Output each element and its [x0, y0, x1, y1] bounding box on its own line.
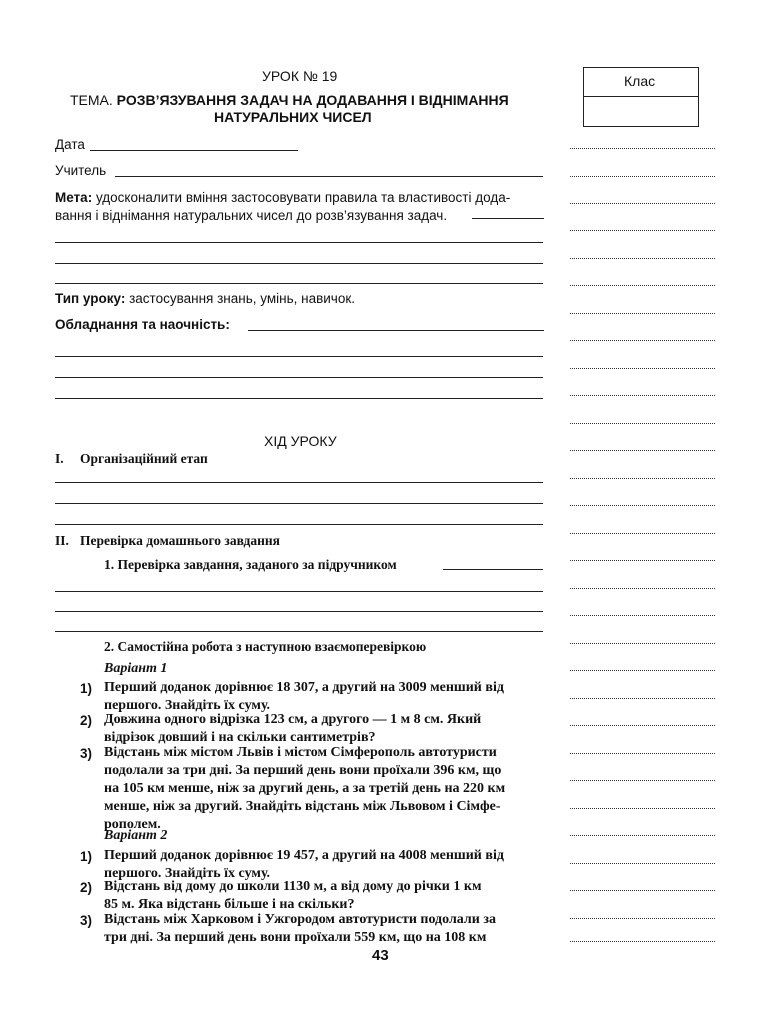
v2-task1-line1: Перший доданок дорівнює 19 457, а другий на 4008 менший від: [104, 848, 504, 863]
v2-task2-number: 2): [80, 880, 93, 895]
margin-note-line[interactable]: [570, 753, 715, 754]
margin-note-line[interactable]: [570, 478, 715, 479]
margin-note-line[interactable]: [570, 560, 715, 561]
margin-note-line[interactable]: [570, 588, 715, 589]
margin-note-line[interactable]: [570, 340, 715, 341]
v2-task1-number: 1): [80, 849, 93, 864]
goal-field-line[interactable]: [472, 218, 544, 219]
stage1-line-1[interactable]: [55, 482, 543, 483]
v1-task3-line4: менше, ніж за другий. Знайдіть відстань між Львовом і Сімфе-: [104, 799, 501, 814]
margin-note-line[interactable]: [570, 670, 715, 671]
margin-note-line[interactable]: [570, 423, 715, 424]
lesson-theme: [70, 92, 540, 109]
theme-title-line1: РОЗВ’ЯЗУВАННЯ ЗАДАЧ НА ДОДАВАННЯ І ВІДНІМАННЯ: [116, 92, 509, 108]
subtask2-title: 2. Самостійна робота з наступною взаємоперевіркою: [104, 639, 427, 654]
goal-extra-line-1[interactable]: [55, 242, 543, 243]
goal-extra-line-2[interactable]: [55, 263, 543, 264]
margin-note-line[interactable]: [570, 808, 715, 809]
theme-label: ТЕМА.: [70, 92, 113, 108]
v2-task2-line2: 85 м. Яка відстань більше і на скільки?: [104, 897, 355, 912]
v2-task3-line1: Відстань між Харковом і Ужгородом автотуристи подолали за: [104, 912, 496, 927]
v2-task1-line2: першого. Знайдіть їх суму.: [104, 866, 271, 881]
teacher-label: Учитель: [55, 163, 107, 178]
stage1-title: Організаційний етап: [80, 451, 208, 466]
margin-note-line[interactable]: [570, 941, 715, 942]
v1-task2: [104, 711, 554, 747]
v2-task2: [104, 878, 554, 914]
margin-note-line[interactable]: [570, 148, 715, 149]
lesson-number: УРОК № 19: [262, 68, 338, 84]
margin-note-line[interactable]: [570, 533, 715, 534]
class-box: [583, 67, 699, 127]
variant2-title: Варіант 2: [104, 828, 168, 843]
stage2-number: II.: [55, 533, 69, 548]
type-label: Тип уроку:: [55, 291, 126, 306]
v1-task2-line2: відрізок довший і на скільки сантиметрів?: [104, 730, 376, 745]
goal-line1: [55, 189, 545, 207]
goal-text-line2: вання і віднімання натуральних чисел до розв’язування задач.: [55, 208, 448, 223]
class-label: Клас: [624, 73, 656, 89]
margin-note-line[interactable]: [570, 615, 715, 616]
subtask1-title: 1. Перевірка завдання, заданого за підручником: [104, 557, 397, 572]
v1-task3-line5: рополем.: [104, 817, 161, 832]
margin-note-line[interactable]: [570, 450, 715, 451]
type-text: застосування знань, умінь, навичок.: [129, 291, 355, 306]
margin-note-line[interactable]: [570, 863, 715, 864]
margin-note-line[interactable]: [570, 643, 715, 644]
goal-text: [55, 189, 545, 225]
margin-note-line[interactable]: [570, 368, 715, 369]
margin-note-line[interactable]: [570, 176, 715, 177]
margin-note-line[interactable]: [570, 203, 715, 204]
subtask1-line-1[interactable]: [55, 591, 543, 592]
goal-extra-line-3[interactable]: [55, 283, 543, 284]
margin-note-line[interactable]: [570, 395, 715, 396]
lesson-type: [55, 291, 355, 306]
subtask1-field-line[interactable]: [443, 569, 543, 570]
page-number: 43: [372, 947, 389, 964]
v2-task3-number: 3): [80, 913, 93, 928]
v1-task3-line2: подолали за три дні. За перший день вони проїхали 396 км, що: [104, 763, 502, 778]
margin-note-line[interactable]: [570, 780, 715, 781]
equipment-extra-line-2[interactable]: [55, 377, 543, 378]
v1-task3-line3: на 105 км менше, ніж за другий день, а за третій день на 220 км: [104, 781, 506, 796]
v1-task1: [104, 679, 554, 715]
class-box-divider: [584, 96, 698, 97]
v2-task2-line1: Відстань від дому до школи 1130 м, а від дому до річки 1 км: [104, 879, 482, 894]
margin-note-line[interactable]: [570, 258, 715, 259]
v1-task1-line2: першого. Знайдіть їх суму.: [104, 698, 271, 713]
margin-note-line[interactable]: [570, 890, 715, 891]
date-label: Дата: [55, 137, 85, 152]
goal-text-line1: удосконалити вміння застосовувати правила та властивості дода-: [95, 190, 511, 205]
v1-task3-number: 3): [80, 746, 93, 761]
subtask1-line-2[interactable]: [55, 611, 543, 612]
v1-task2-number: 2): [80, 713, 93, 728]
margin-note-line[interactable]: [570, 285, 715, 286]
v1-task2-line1: Довжина одного відрізка 123 см, а другого — 1 м 8 см. Який: [104, 712, 482, 727]
v2-task3-line2: три дні. За перший день вони проїхали 559 км, що на 108 км: [104, 930, 487, 945]
margin-note-line[interactable]: [570, 698, 715, 699]
theme-title-line2: НАТУРАЛЬНИХ ЧИСЕЛ: [214, 109, 372, 125]
margin-note-line[interactable]: [570, 313, 715, 314]
course-title: ХІД УРОКУ: [264, 433, 337, 449]
equipment-label: Обладнання та наочність:: [55, 317, 230, 332]
equipment-extra-line-3[interactable]: [55, 398, 543, 399]
stage2-title: Перевірка домашнього завдання: [80, 533, 280, 548]
equipment-extra-line-1[interactable]: [55, 356, 543, 357]
margin-note-line[interactable]: [570, 725, 715, 726]
stage1-line-2[interactable]: [55, 503, 543, 504]
v1-task1-number: 1): [80, 681, 93, 696]
equipment-field-line[interactable]: [248, 330, 544, 331]
margin-note-line[interactable]: [570, 835, 715, 836]
margin-note-line[interactable]: [570, 505, 715, 506]
stage1-line-3[interactable]: [55, 524, 543, 525]
v1-task3-line1: Відстань між містом Львів і містом Сімферополь автотуристи: [104, 745, 497, 760]
margin-note-line[interactable]: [570, 230, 715, 231]
v2-task3: [104, 911, 554, 947]
v1-task3: [104, 744, 554, 834]
goal-label: Мета:: [55, 190, 93, 205]
variant1-title: Варіант 1: [104, 661, 168, 676]
v1-task1-line1: Перший доданок дорівнює 18 307, а другий на 3009 менший від: [104, 680, 504, 695]
teacher-field-line[interactable]: [115, 176, 543, 177]
subtask1-line-3[interactable]: [55, 631, 543, 632]
margin-note-line[interactable]: [570, 918, 715, 919]
stage1-number: I.: [55, 451, 64, 466]
date-field-line[interactable]: [90, 150, 298, 151]
